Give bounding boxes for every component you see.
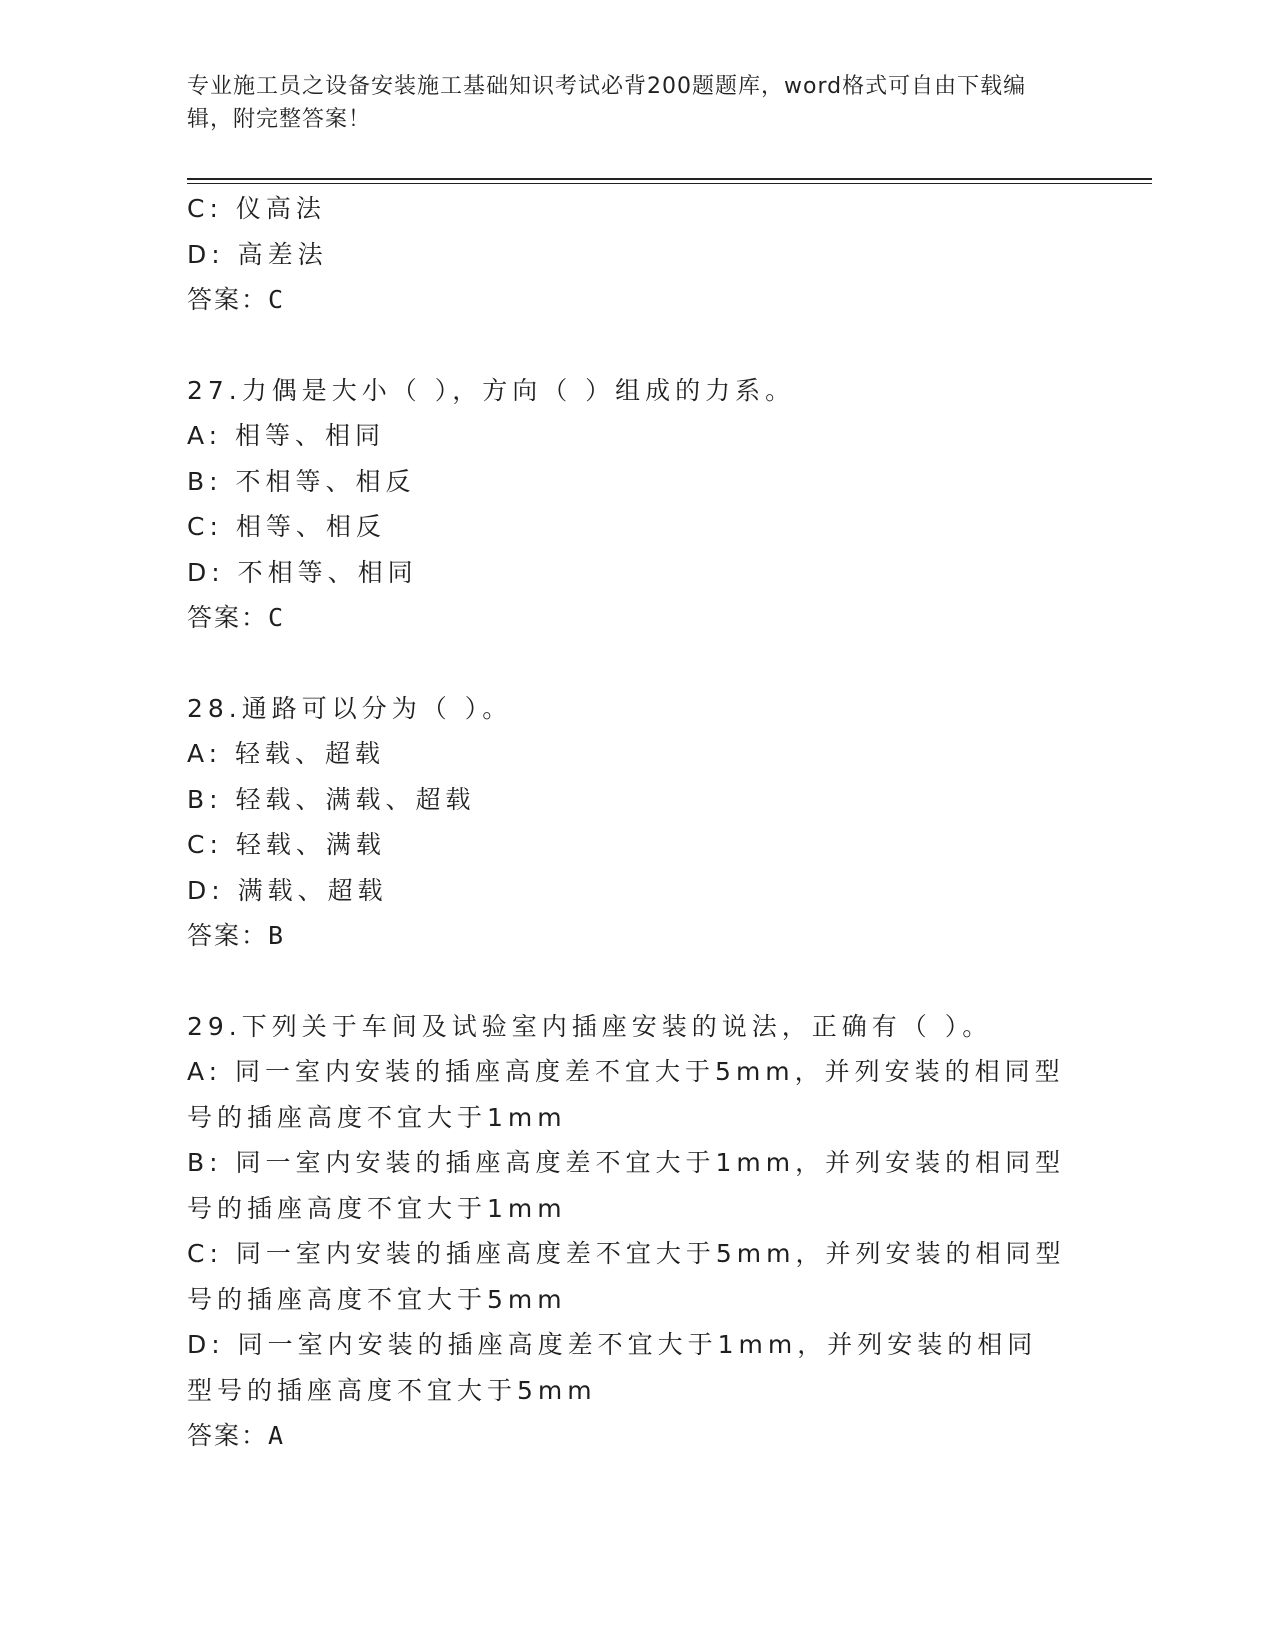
option-b: B: 不相等、相反 xyxy=(187,466,416,496)
option-d: D: 同一室内安装的插座高度差不宜大于1mm，并列安装的相同型号的插座高度不宜大于5mm xyxy=(187,1330,1038,1405)
header-rule-thick xyxy=(187,178,1152,180)
option-a: A: 同一室内安装的插座高度差不宜大于5mm，并列安装的相同型号的插座高度不宜大于1mm xyxy=(187,1057,1065,1132)
option-b: B: 轻载、满载、超载 xyxy=(187,784,476,814)
question-stem: 29.下列关于车间及试验室内插座安装的说法，正确有（ ）。 xyxy=(187,1011,993,1041)
answer-line: 答案：A xyxy=(187,1421,286,1450)
option-a: A: 轻载、超载 xyxy=(187,739,386,768)
spacer xyxy=(187,323,1067,368)
question-stem: 28.通路可以分为（ ）。 xyxy=(187,693,513,723)
option-a: A: 相等、相同 xyxy=(187,421,386,450)
question-stem: 27.力偶是大小（ ），方向（ ）组成的力系。 xyxy=(187,375,796,405)
document-body xyxy=(187,186,1067,1459)
option-c: C: 仪高法 xyxy=(187,194,326,223)
spacer xyxy=(187,641,1067,686)
answer-line: 答案：C xyxy=(187,285,286,314)
option-b: B: 同一室内安装的插座高度差不宜大于1mm，并列安装的相同型号的插座高度不宜大于1mm xyxy=(187,1148,1066,1223)
answer-line: 答案：B xyxy=(187,921,286,950)
spacer xyxy=(187,959,1067,1004)
option-d: D: 不相等、相同 xyxy=(187,557,418,587)
option-c: C: 相等、相反 xyxy=(187,512,386,541)
option-c: C: 同一室内安装的插座高度差不宜大于5mm，并列安装的相同型号的插座高度不宜大于5mm xyxy=(187,1239,1066,1314)
option-c: C: 轻载、满载 xyxy=(187,830,386,859)
option-d: D: 高差法 xyxy=(187,239,328,269)
answer-line: 答案：C xyxy=(187,603,286,632)
option-d: D: 满载、超载 xyxy=(187,875,388,905)
document-header: 专业施工员之设备安装施工基础知识考试必背200题题库，word格式可自由下载编辑，附完整答案！ xyxy=(187,74,1027,132)
header-rule-thin xyxy=(187,183,1152,184)
